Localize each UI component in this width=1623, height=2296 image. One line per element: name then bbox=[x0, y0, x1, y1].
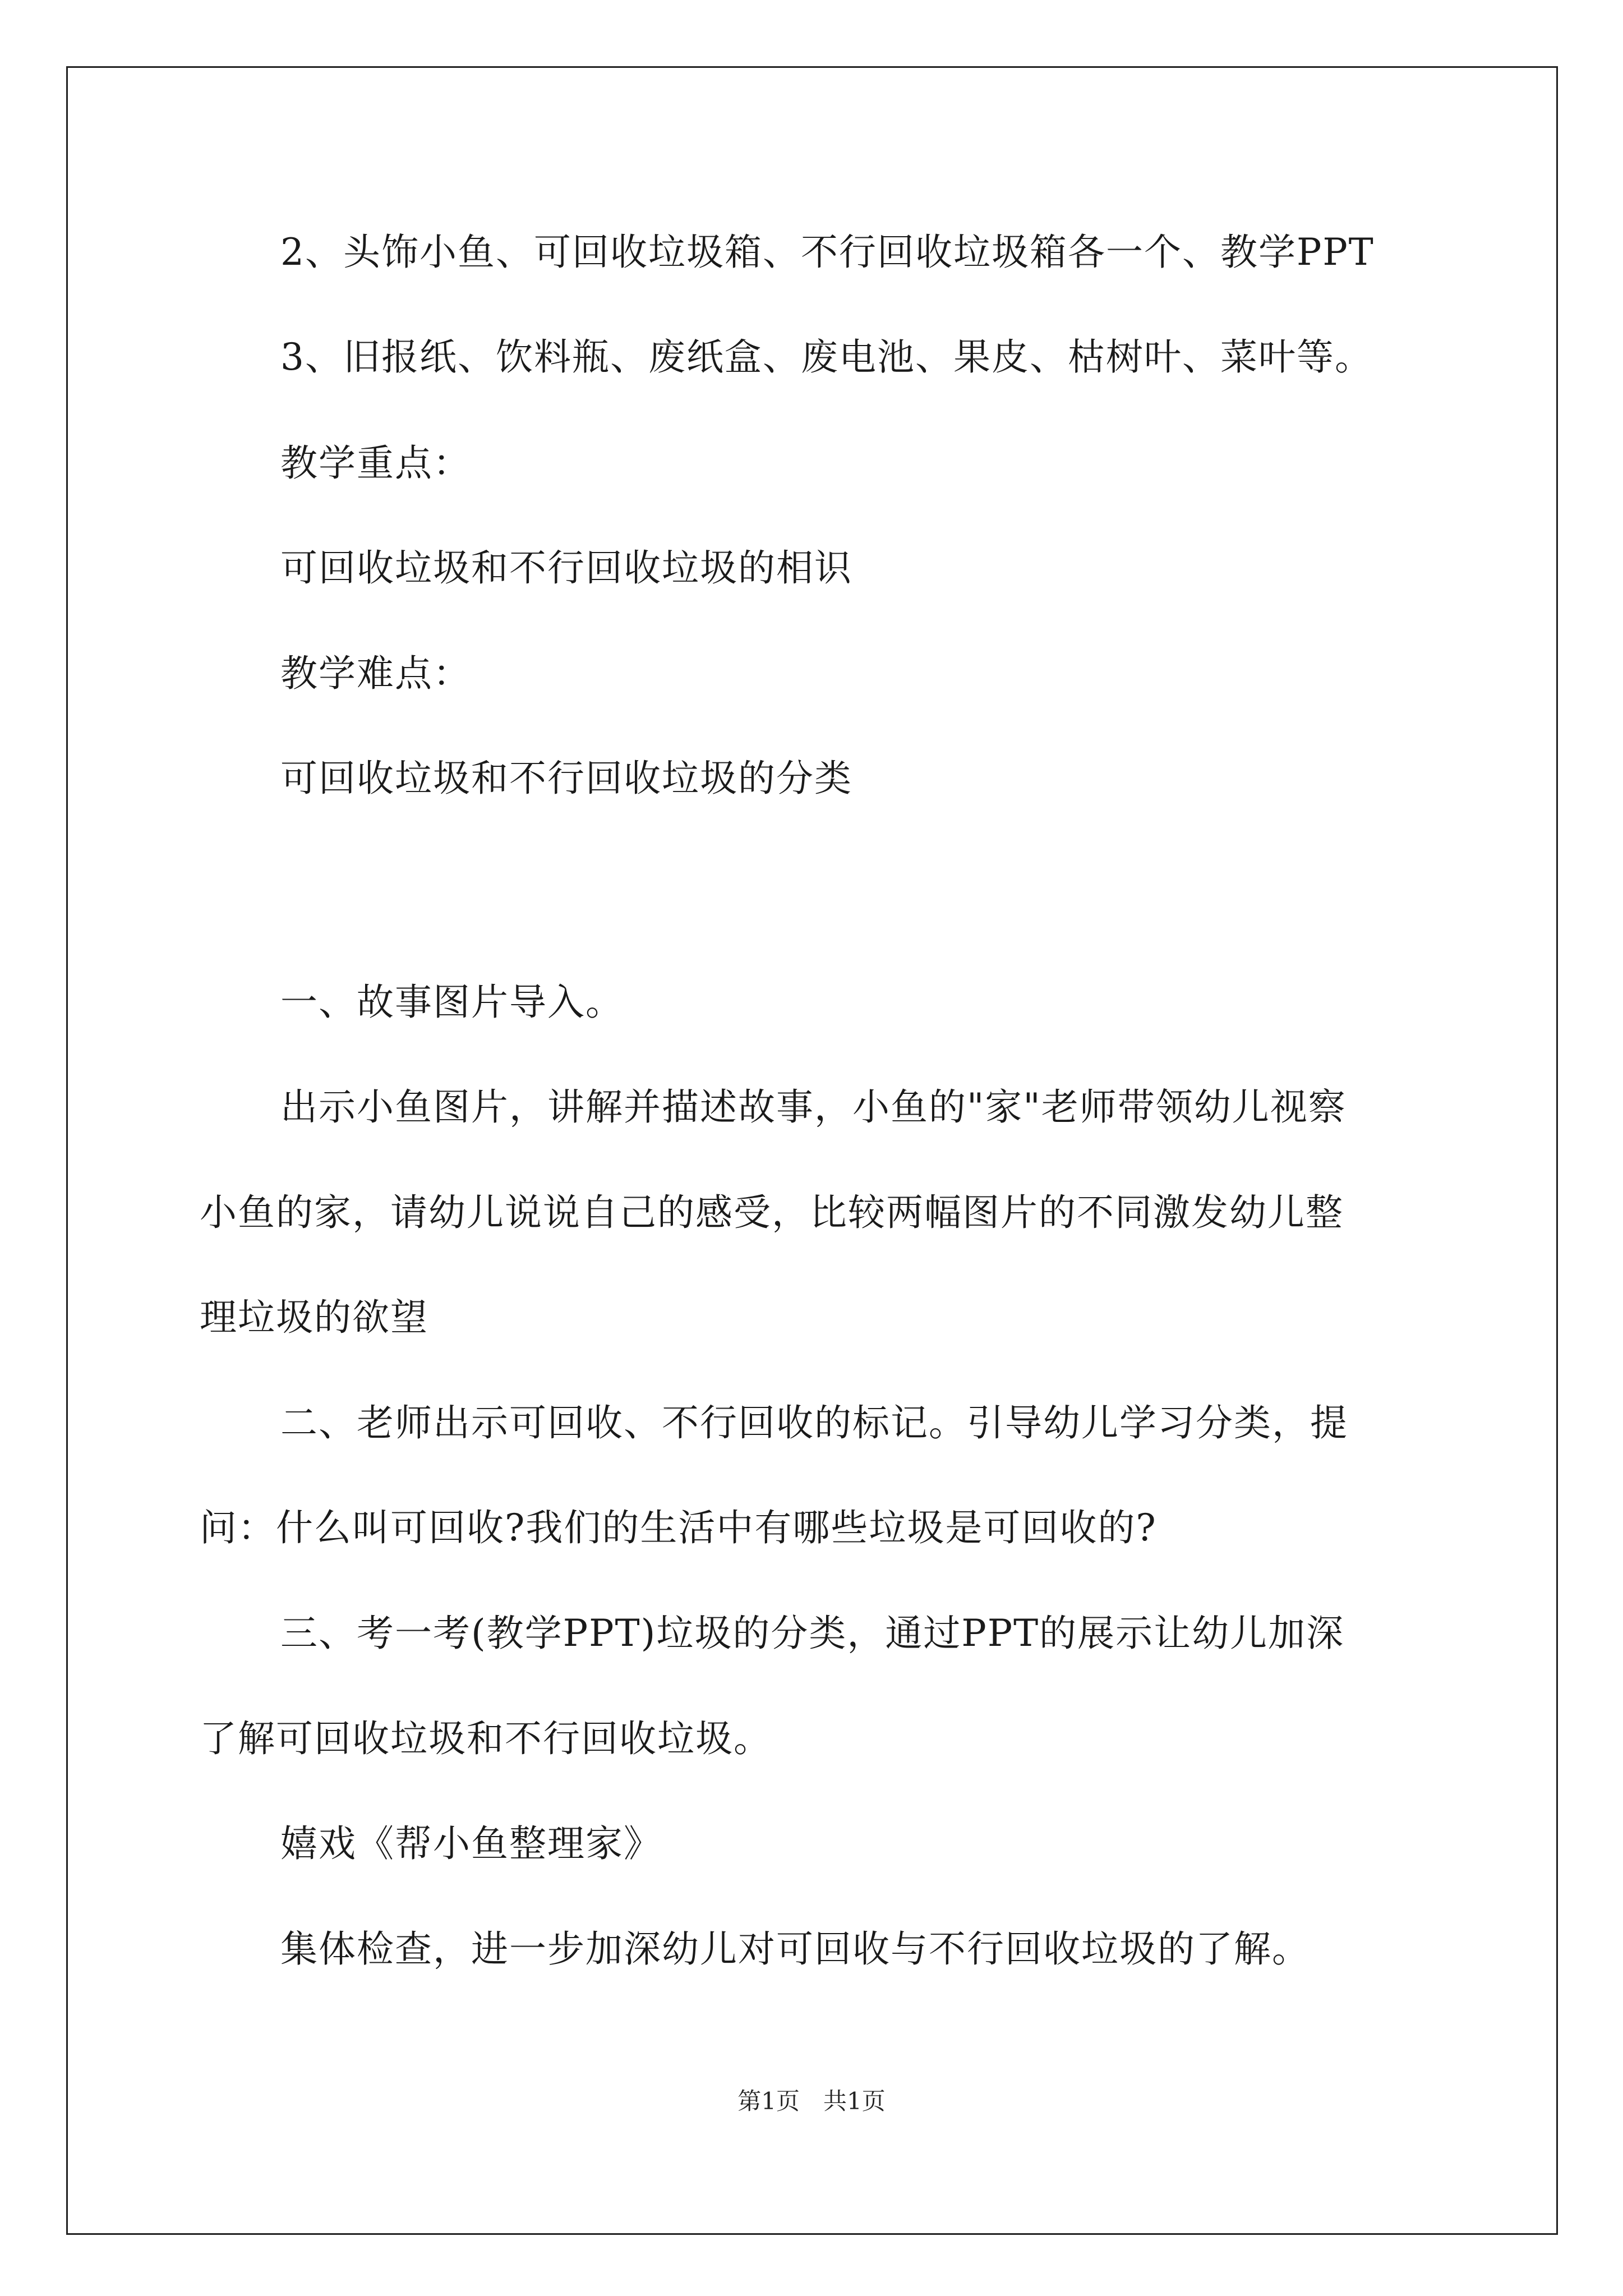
step-one-paragraph-l2: 小鱼的家，请幼儿说说自己的感受，比较两幅图片的不同激发幼儿整 bbox=[200, 1191, 1344, 1234]
step-three-paragraph-l1: 三、考一考(教学PPT)垃圾的分类，通过PPT的展示让幼儿加深 bbox=[280, 1612, 1345, 1655]
step-three-paragraph-l2: 了解可回收垃圾和不行回收垃圾。 bbox=[200, 1717, 772, 1760]
closing-paragraph: 集体检查，进一步加深幼儿对可回收与不行回收垃圾的了解。 bbox=[280, 1927, 1310, 1971]
key-point-text: 可回收垃圾和不行回收垃圾的相识 bbox=[280, 546, 852, 590]
step-one-heading: 一、故事图片导入。 bbox=[280, 981, 624, 1024]
step-one-paragraph-l1: 出示小鱼图片，讲解并描述故事，小鱼的"家"老师带领幼儿视察 bbox=[280, 1085, 1347, 1129]
difficulty-heading: 教学难点： bbox=[280, 652, 471, 695]
difficulty-text: 可回收垃圾和不行回收垃圾的分类 bbox=[280, 757, 852, 800]
step-one-paragraph-l3: 理垃圾的欲望 bbox=[200, 1296, 428, 1339]
step-two-paragraph-l1: 二、老师出示可回收、不行回收的标记。引导幼儿学习分类，提 bbox=[280, 1401, 1348, 1444]
game-title: 嬉戏《帮小鱼整理家》 bbox=[280, 1822, 662, 1865]
step-two-paragraph-l2: 问：什么叫可回收?我们的生活中有哪些垃圾是可回收的? bbox=[200, 1506, 1157, 1549]
materials-item-3: 3、旧报纸、饮料瓶、废纸盒、废电池、果皮、枯树叶、菜叶等。 bbox=[280, 335, 1373, 379]
materials-item-2: 2、头饰小鱼、可回收垃圾箱、不行回收垃圾箱各一个、教学PPT bbox=[280, 231, 1375, 274]
page-number-footer: 第1页 共1页 bbox=[737, 2087, 886, 2115]
key-point-heading: 教学重点： bbox=[280, 441, 471, 485]
